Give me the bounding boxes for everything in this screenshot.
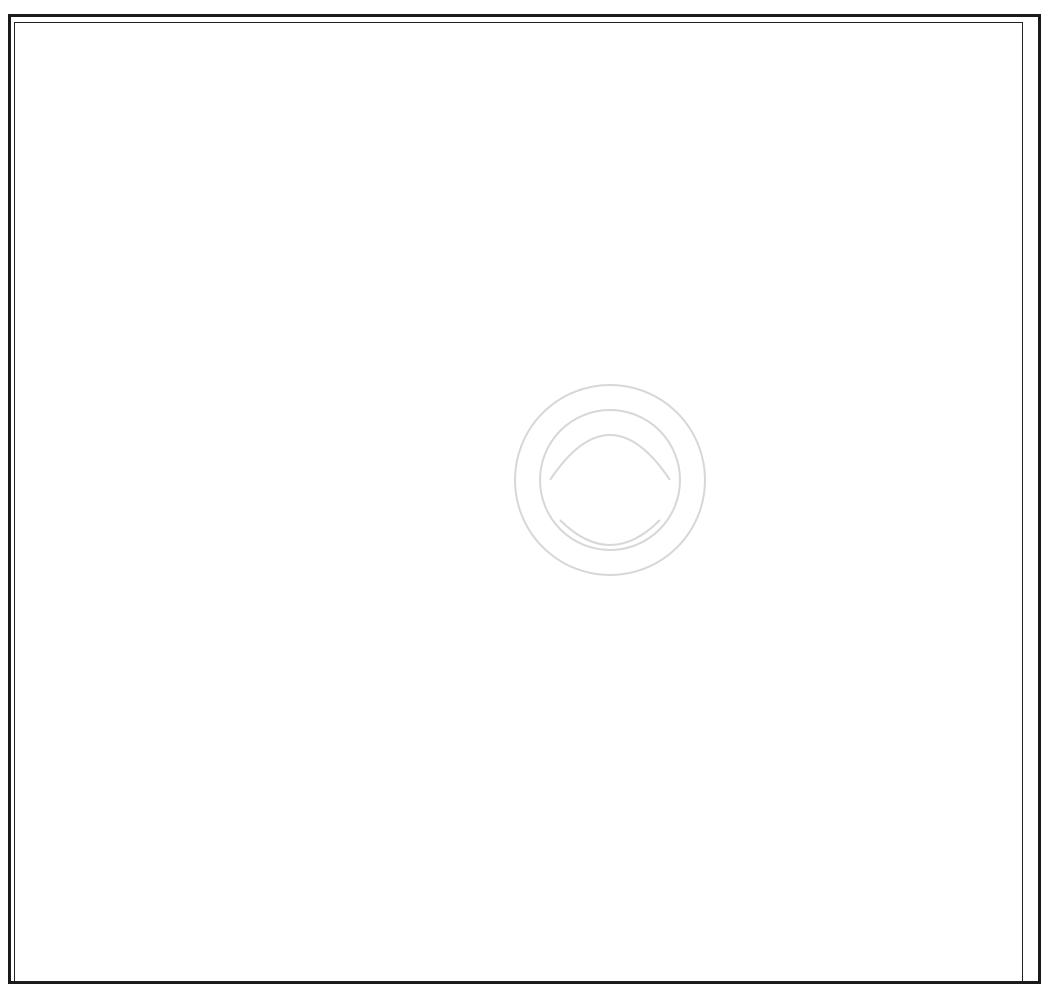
- inner-frame: [14, 22, 1023, 982]
